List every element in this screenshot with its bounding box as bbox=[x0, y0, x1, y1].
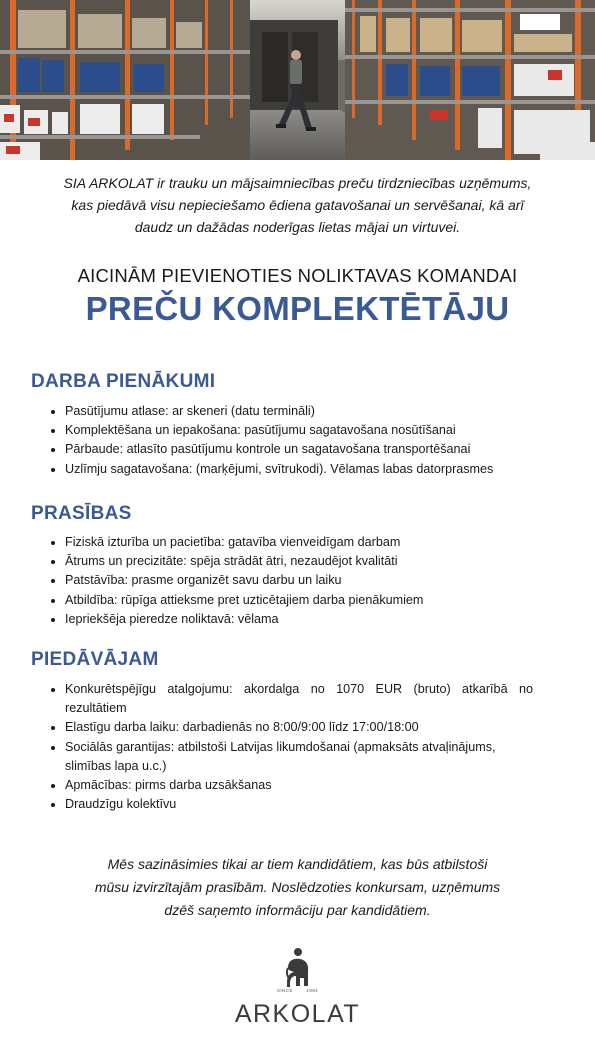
closing-note bbox=[30, 853, 565, 922]
list-item: • Konkurētspējīgu atalgojumu: akordalga no 1070 EUR (bruto) atkarībā no rezultātiem bbox=[65, 680, 533, 718]
outro-line: Mēs sazināsimies tikai ar tiem kandidātiem, kas būs atbilstoši bbox=[107, 856, 488, 872]
list-item: • Fiziskā izturība un pacietība: gatavība vienveidīgam darbam bbox=[65, 533, 423, 552]
company-logo bbox=[0, 940, 595, 1040]
section-title-duties: DARBA PIENĀKUMI bbox=[31, 371, 216, 392]
list-item: • Pārbaude: atlasīto pasūtījumu kontrole un sagatavošana transportēšanai bbox=[65, 440, 493, 459]
logo-wordmark: ARKOLAT bbox=[234, 1000, 361, 1028]
list-item: • Atbildība: rūpīga attieksme pret uzticētajiem darba pienākumiem bbox=[65, 591, 423, 610]
section-title-offer: PIEDĀVĀJAM bbox=[31, 649, 159, 670]
list-item: • Draudzīgu kolektīvu bbox=[65, 795, 533, 814]
outro-line: dzēš saņemto informāciju par kandidātiem. bbox=[164, 902, 431, 918]
hero-warehouse-photo bbox=[0, 0, 595, 160]
list-item: • Apmācības: pirms darba uzsākšanas bbox=[65, 776, 533, 795]
duties-list bbox=[46, 402, 493, 479]
section-title-requirements: PRASĪBAS bbox=[31, 503, 132, 524]
company-intro bbox=[30, 172, 565, 238]
list-item: • Patstāvība: prasme organizēt savu darbu un laiku bbox=[65, 571, 423, 590]
logo-since-text bbox=[0, 988, 595, 993]
list-item: • Uzlīmju sagatavošana: (marķējumi, svītrukodi). Vēlamas labas datorprasmes bbox=[65, 460, 493, 479]
list-item: • Sociālās garantijas: atbilstoši Latvijas likumdošanai (apmaksāts atvaļinājums, slimības lapa u.c.) bbox=[65, 738, 533, 776]
invite-heading: AICINĀM PIEVIENOTIES NOLIKTAVAS KOMANDAI bbox=[77, 265, 518, 286]
intro-line: daudz un dažādas noderīgas lietas mājai un virtuvei. bbox=[134, 219, 461, 235]
list-item: • Elastīgu darba laiku: darbadienās no 8:00/9:00 līdz 17:00/18:00 bbox=[65, 718, 533, 737]
intro-line: SIA ARKOLAT ir trauku un mājsaimniecības preču tirdzniecības uzņēmums, bbox=[63, 175, 532, 191]
since-year: 1994 bbox=[306, 988, 319, 993]
list-item: • Ātrums un precizitāte: spēja strādāt ātri, nezaudējot kvalitāti bbox=[65, 552, 423, 571]
list-item: • Pasūtījumu atlase: ar skeneri (datu termināli) bbox=[65, 402, 493, 421]
intro-line: kas piedāvā visu nepieciešamo ēdiena gatavošanai un servēšanai, kā arī bbox=[71, 197, 524, 213]
offer-list bbox=[46, 680, 533, 814]
requirements-list bbox=[46, 533, 423, 629]
position-title: PREČU KOMPLEKTĒTĀJU bbox=[85, 290, 510, 327]
list-item: • Iepriekšēja pieredze noliktavā: vēlama bbox=[65, 610, 423, 629]
since-label: SINCE bbox=[276, 988, 293, 993]
outro-line: mūsu izvirzītajām prasībām. Noslēdzoties konkursam, uzņēmums bbox=[94, 879, 501, 895]
list-item: • Komplektēšana un iepakošana: pasūtījumu sagatavošana nosūtīšanai bbox=[65, 421, 493, 440]
